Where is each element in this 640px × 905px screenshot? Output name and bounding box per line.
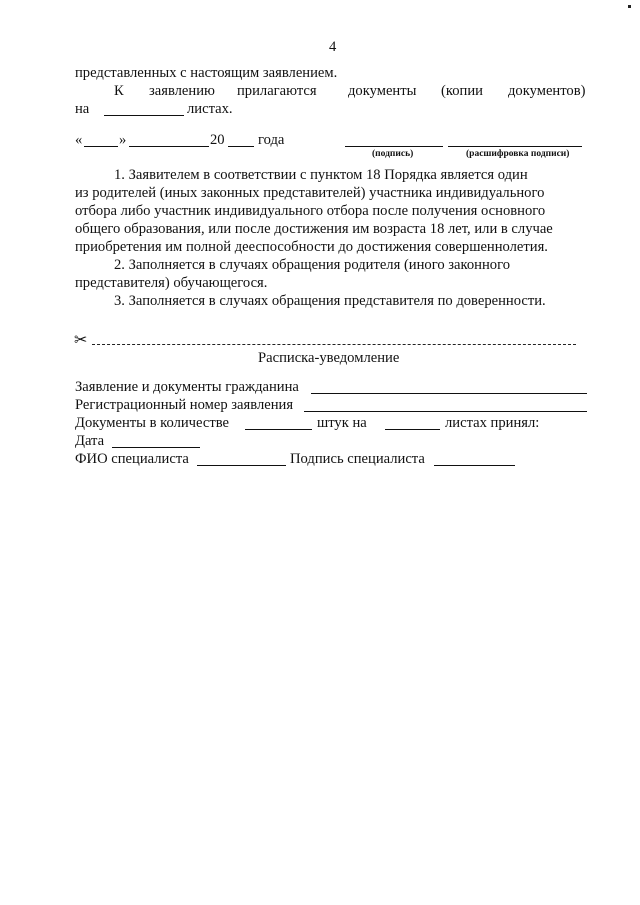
year-prefix: 20 <box>210 132 225 148</box>
pieces-on: штук на <box>317 415 367 431</box>
date-close-quote: » <box>119 132 127 148</box>
attach-word-5: (копии <box>441 83 483 99</box>
specialist-signature-blank[interactable] <box>434 465 515 466</box>
page-number: 4 <box>329 39 337 55</box>
note-1-line-1: 1. Заявителем в соответствии с пунктом 18 Порядка является один <box>114 167 528 183</box>
sign-label: Подпись специалиста <box>290 451 425 467</box>
note-2-line-2: представителя) обучающегося. <box>75 275 268 291</box>
note-3-line-1: 3. Заполняется в случаях обращения представителя по доверенности. <box>114 293 546 309</box>
specialist-name-blank[interactable] <box>197 465 286 466</box>
reg-label: Регистрационный номер заявления <box>75 397 294 413</box>
receipt-title: Расписка-уведомление <box>258 350 400 366</box>
signature-blank[interactable] <box>345 146 443 147</box>
citizen-name-blank[interactable] <box>311 393 587 394</box>
scissors-icon: ✂ <box>74 330 88 349</box>
receipt-sheets-blank[interactable] <box>385 429 440 430</box>
attach-sheets: листах. <box>187 101 233 117</box>
cut-line <box>92 344 576 345</box>
date-open-quote: « <box>75 132 83 148</box>
attach-on: на <box>75 101 90 117</box>
attach-word-3: прилагаются <box>237 83 317 99</box>
day-blank[interactable] <box>84 146 118 147</box>
note-1-line-4: общего образования, или после достижения им возраста 18 лет, или в случае <box>75 221 553 237</box>
doc-count-blank[interactable] <box>245 429 312 430</box>
signature-caption: (подпись) <box>372 149 414 159</box>
scan-speck <box>628 5 631 8</box>
attach-word-4: документы <box>348 83 417 99</box>
decoding-caption: (расшифровка подписи) <box>466 149 570 159</box>
month-blank[interactable] <box>129 146 209 147</box>
reg-number-blank[interactable] <box>304 411 587 412</box>
doc-label: Заявление и документы гражданина <box>75 379 299 395</box>
note-1-line-3: отбора либо участник индивидуального отбора после получения основного <box>75 203 546 219</box>
note-1-line-5: приобретения им полной дееспособности до достижения совершеннолетия. <box>75 239 548 255</box>
count-label: Документы в количестве <box>75 415 229 431</box>
fio-label: ФИО специалиста <box>75 451 189 467</box>
sheets-count-blank[interactable] <box>104 115 184 116</box>
year-blank[interactable] <box>228 146 254 147</box>
signature-decoding-blank[interactable] <box>448 146 582 147</box>
note-2-line-1: 2. Заполняется в случаях обращения родителя (иного законного <box>114 257 511 273</box>
continuation-line: представленных с настоящим заявлением. <box>75 65 338 81</box>
attach-word-6: документов) <box>508 83 586 99</box>
sheets-accepted: листах принял: <box>445 415 540 431</box>
attach-word-1: К <box>114 83 124 99</box>
date-label: Дата <box>75 433 105 449</box>
attach-word-2: заявлению <box>149 83 215 99</box>
year-word: года <box>258 132 285 148</box>
receipt-date-blank[interactable] <box>112 447 200 448</box>
note-1-line-2: из родителей (иных законных представителей) участника индивидуального <box>75 185 545 201</box>
